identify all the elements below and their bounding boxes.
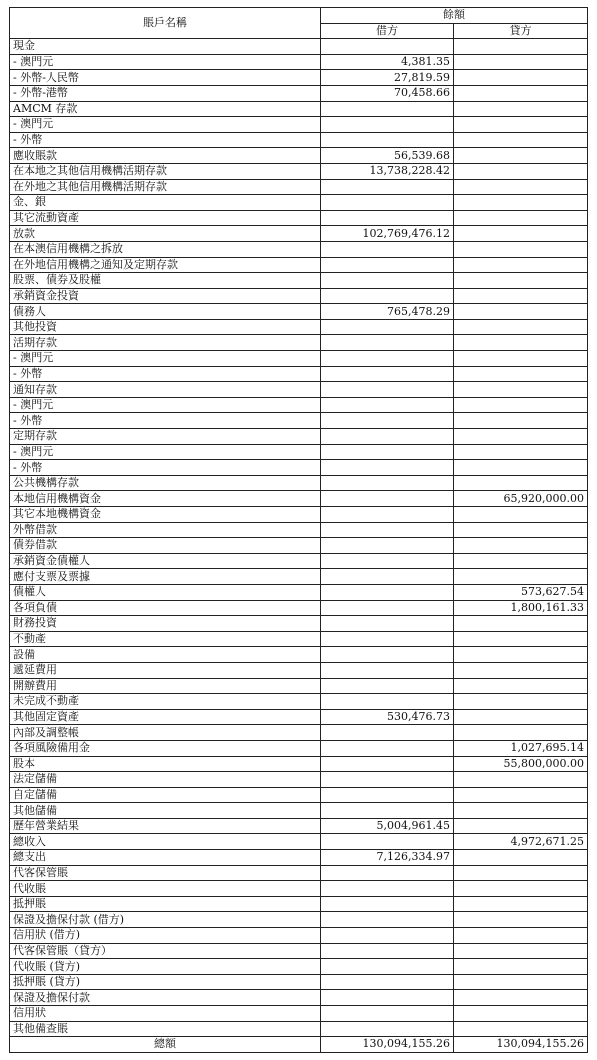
table-row (10, 538, 588, 554)
account-name-cell: 總支出 (10, 850, 321, 866)
account-name-cell: 債權人 (10, 584, 321, 600)
table-row (10, 740, 588, 756)
table-row (10, 382, 588, 398)
table-row (10, 772, 588, 788)
debit-cell (321, 475, 454, 491)
account-name-cell: - 澳門元 (10, 54, 321, 70)
debit-cell (321, 288, 454, 304)
account-name-cell: 股本 (10, 756, 321, 772)
account-name-cell: 承銷資金投資 (10, 288, 321, 304)
account-name-cell: 各項負債 (10, 600, 321, 616)
debit-cell: 13,738,228.42 (321, 163, 454, 179)
credit-cell (454, 553, 588, 569)
debit-cell (321, 507, 454, 523)
table-row (10, 974, 588, 990)
table-row (10, 584, 588, 600)
account-name-cell: - 外幣 (10, 132, 321, 148)
credit-cell (454, 959, 588, 975)
account-name-cell: 未完成不動產 (10, 694, 321, 710)
debit-cell (321, 740, 454, 756)
debit-cell (321, 569, 454, 585)
credit-cell (454, 662, 588, 678)
table-row (10, 694, 588, 710)
credit-cell (454, 928, 588, 944)
account-name-cell: - 外幣 (10, 413, 321, 429)
account-name-cell: 其他固定資產 (10, 709, 321, 725)
table-row (10, 662, 588, 678)
debit-cell: 70,458.66 (321, 85, 454, 101)
total-row (10, 1037, 588, 1053)
table-row (10, 132, 588, 148)
account-name-cell: 開辦費用 (10, 678, 321, 694)
table-row (10, 834, 588, 850)
debit-cell (321, 273, 454, 289)
table-row (10, 553, 588, 569)
credit-cell (454, 397, 588, 413)
credit-cell (454, 850, 588, 866)
table-row (10, 850, 588, 866)
credit-cell (454, 319, 588, 335)
credit-cell (454, 616, 588, 632)
credit-cell: 1,800,161.33 (454, 600, 588, 616)
table-row (10, 241, 588, 257)
account-name-cell: 不動產 (10, 631, 321, 647)
account-name-cell: 債務人 (10, 304, 321, 320)
account-name-cell: 在外地之其他信用機構活期存款 (10, 179, 321, 195)
account-name-cell: 保證及擔保付款 (10, 990, 321, 1006)
debit-cell (321, 491, 454, 507)
table-row (10, 896, 588, 912)
debit-cell (321, 538, 454, 554)
account-name-cell: 歷年營業結果 (10, 818, 321, 834)
table-row (10, 756, 588, 772)
credit-cell (454, 429, 588, 445)
account-name-cell: 金、銀 (10, 195, 321, 211)
credit-cell (454, 507, 588, 523)
credit-cell (454, 304, 588, 320)
debit-cell (321, 865, 454, 881)
table-row (10, 709, 588, 725)
debit-cell (321, 319, 454, 335)
account-name-cell: 其他備查賬 (10, 1021, 321, 1037)
account-name-cell: 在本地之其他信用機構活期存款 (10, 163, 321, 179)
credit-cell (454, 881, 588, 897)
table-row (10, 600, 588, 616)
credit-cell (454, 522, 588, 538)
debit-cell (321, 39, 454, 55)
credit-cell (454, 101, 588, 117)
credit-cell (454, 896, 588, 912)
table-row (10, 725, 588, 741)
table-row (10, 1006, 588, 1022)
debit-cell (321, 662, 454, 678)
account-name-cell: - 澳門元 (10, 397, 321, 413)
account-name-cell: 應收賬款 (10, 148, 321, 164)
table-row (10, 881, 588, 897)
debit-cell (321, 584, 454, 600)
table-row (10, 101, 588, 117)
debit-cell (321, 382, 454, 398)
ledger-body (10, 39, 588, 1037)
debit-cell (321, 132, 454, 148)
table-row (10, 70, 588, 86)
table-row (10, 631, 588, 647)
account-name-cell: 其它本地機構資金 (10, 507, 321, 523)
debit-cell (321, 912, 454, 928)
credit-cell (454, 803, 588, 819)
debit-cell (321, 335, 454, 351)
debit-cell (321, 647, 454, 663)
credit-cell (454, 257, 588, 273)
credit-cell (454, 70, 588, 86)
debit-header: 借方 (321, 23, 454, 39)
account-name-cell: 抵押賬 (10, 896, 321, 912)
credit-cell (454, 54, 588, 70)
credit-cell (454, 413, 588, 429)
table-row (10, 787, 588, 803)
credit-cell (454, 647, 588, 663)
debit-cell (321, 522, 454, 538)
account-name-cell: 各項風險備用金 (10, 740, 321, 756)
credit-cell (454, 366, 588, 382)
credit-cell (454, 39, 588, 55)
table-row (10, 444, 588, 460)
table-row (10, 351, 588, 367)
debit-cell (321, 241, 454, 257)
account-name-cell: 外幣借款 (10, 522, 321, 538)
account-name-cell: 代收賬 (10, 881, 321, 897)
table-row (10, 397, 588, 413)
account-name-cell: 遞延費用 (10, 662, 321, 678)
credit-cell (454, 787, 588, 803)
credit-cell: 573,627.54 (454, 584, 588, 600)
credit-cell (454, 148, 588, 164)
debit-cell: 530,476.73 (321, 709, 454, 725)
debit-cell (321, 990, 454, 1006)
debit-cell: 765,478.29 (321, 304, 454, 320)
debit-cell: 27,819.59 (321, 70, 454, 86)
account-name-cell: 自定儲備 (10, 787, 321, 803)
credit-cell (454, 631, 588, 647)
table-row (10, 475, 588, 491)
account-name-cell: - 澳門元 (10, 351, 321, 367)
debit-cell (321, 694, 454, 710)
debit-cell (321, 678, 454, 694)
debit-cell (321, 1006, 454, 1022)
credit-cell (454, 912, 588, 928)
account-name-cell: 代客保管賬 (10, 865, 321, 881)
table-row (10, 912, 588, 928)
account-name-cell: - 外幣-人民幣 (10, 70, 321, 86)
credit-cell (454, 210, 588, 226)
total-credit: 130,094,155.26 (454, 1037, 588, 1053)
account-name-cell: 代客保管賬（貸方） (10, 943, 321, 959)
credit-cell (454, 990, 588, 1006)
debit-cell (321, 460, 454, 476)
debit-cell: 102,769,476.12 (321, 226, 454, 242)
debit-cell (321, 803, 454, 819)
account-name-cell: 公共機構存款 (10, 475, 321, 491)
table-row (10, 179, 588, 195)
account-name-cell: 其他投資 (10, 319, 321, 335)
debit-cell (321, 756, 454, 772)
table-row (10, 959, 588, 975)
account-name-cell: 其他儲備 (10, 803, 321, 819)
table-row (10, 319, 588, 335)
debit-cell (321, 787, 454, 803)
debit-cell (321, 928, 454, 944)
table-row (10, 429, 588, 445)
credit-cell (454, 179, 588, 195)
table-row (10, 85, 588, 101)
table-row (10, 569, 588, 585)
balance-ledger-table (9, 7, 588, 1053)
debit-cell (321, 553, 454, 569)
debit-cell (321, 351, 454, 367)
table-row (10, 616, 588, 632)
table-row (10, 195, 588, 211)
table-row (10, 1021, 588, 1037)
debit-cell (321, 772, 454, 788)
credit-cell (454, 195, 588, 211)
credit-cell (454, 460, 588, 476)
credit-cell: 1,027,695.14 (454, 740, 588, 756)
account-name-cell: 放款 (10, 226, 321, 242)
debit-cell: 7,126,334.97 (321, 850, 454, 866)
table-row (10, 460, 588, 476)
table-row (10, 818, 588, 834)
debit-cell (321, 257, 454, 273)
credit-cell (454, 444, 588, 460)
total-debit: 130,094,155.26 (321, 1037, 454, 1053)
credit-cell (454, 569, 588, 585)
credit-cell (454, 725, 588, 741)
account-name-cell: 財務投資 (10, 616, 321, 632)
debit-cell (321, 616, 454, 632)
table-row (10, 304, 588, 320)
table-row (10, 226, 588, 242)
account-name-cell: 總收入 (10, 834, 321, 850)
credit-cell (454, 1006, 588, 1022)
table-row (10, 678, 588, 694)
debit-cell (321, 117, 454, 133)
table-row (10, 210, 588, 226)
credit-cell (454, 772, 588, 788)
debit-cell (321, 397, 454, 413)
table-row (10, 335, 588, 351)
table-row (10, 647, 588, 663)
credit-cell (454, 351, 588, 367)
credit-header: 貸方 (454, 23, 588, 39)
table-row (10, 491, 588, 507)
account-name-cell: 其它流動資產 (10, 210, 321, 226)
credit-cell (454, 226, 588, 242)
total-label: 總額 (10, 1037, 321, 1053)
balance-header: 餘額 (321, 8, 588, 24)
account-name-header: 賬戶名稱 (10, 8, 321, 39)
table-row (10, 507, 588, 523)
credit-cell (454, 974, 588, 990)
table-row (10, 288, 588, 304)
table-row (10, 803, 588, 819)
account-name-cell: 信用狀 (借方) (10, 928, 321, 944)
account-name-cell: 保證及擔保付款 (借方) (10, 912, 321, 928)
account-name-cell: 債券借款 (10, 538, 321, 554)
credit-cell (454, 475, 588, 491)
credit-cell (454, 117, 588, 133)
credit-cell (454, 709, 588, 725)
debit-cell: 56,539.68 (321, 148, 454, 164)
table-row (10, 54, 588, 70)
account-name-cell: 活期存款 (10, 335, 321, 351)
credit-cell (454, 694, 588, 710)
debit-cell (321, 959, 454, 975)
account-name-cell: 在外地信用機構之通知及定期存款 (10, 257, 321, 273)
debit-cell (321, 195, 454, 211)
credit-cell: 55,800,000.00 (454, 756, 588, 772)
credit-cell (454, 335, 588, 351)
credit-cell: 65,920,000.00 (454, 491, 588, 507)
table-row (10, 413, 588, 429)
account-name-cell: - 澳門元 (10, 444, 321, 460)
table-row (10, 257, 588, 273)
credit-cell (454, 678, 588, 694)
account-name-cell: 設備 (10, 647, 321, 663)
account-name-cell: 在本澳信用機構之拆放 (10, 241, 321, 257)
account-name-cell: 定期存款 (10, 429, 321, 445)
account-name-cell: 承銷資金債權人 (10, 553, 321, 569)
credit-cell (454, 163, 588, 179)
table-row (10, 117, 588, 133)
credit-cell (454, 943, 588, 959)
debit-cell (321, 881, 454, 897)
debit-cell (321, 179, 454, 195)
table-row (10, 163, 588, 179)
credit-cell (454, 1021, 588, 1037)
table-row (10, 273, 588, 289)
credit-cell (454, 818, 588, 834)
account-name-cell: 法定儲備 (10, 772, 321, 788)
table-row (10, 865, 588, 881)
account-name-cell: - 外幣 (10, 460, 321, 476)
account-name-cell: 本地信用機構資金 (10, 491, 321, 507)
debit-cell: 4,381.35 (321, 54, 454, 70)
account-name-cell: - 外幣-港幣 (10, 85, 321, 101)
table-row (10, 39, 588, 55)
debit-cell (321, 444, 454, 460)
table-row (10, 943, 588, 959)
account-name-cell: 應付支票及票據 (10, 569, 321, 585)
debit-cell: 5,004,961.45 (321, 818, 454, 834)
debit-cell (321, 210, 454, 226)
debit-cell (321, 101, 454, 117)
table-row (10, 522, 588, 538)
debit-cell (321, 1021, 454, 1037)
credit-cell (454, 382, 588, 398)
credit-cell (454, 85, 588, 101)
header-row-top (10, 8, 588, 24)
credit-cell (454, 288, 588, 304)
credit-cell (454, 132, 588, 148)
debit-cell (321, 631, 454, 647)
credit-cell: 4,972,671.25 (454, 834, 588, 850)
credit-cell (454, 865, 588, 881)
account-name-cell: 內部及調整帳 (10, 725, 321, 741)
table-row (10, 366, 588, 382)
debit-cell (321, 896, 454, 912)
debit-cell (321, 943, 454, 959)
debit-cell (321, 429, 454, 445)
account-name-cell: AMCM 存款 (10, 101, 321, 117)
table-row (10, 990, 588, 1006)
account-name-cell: - 外幣 (10, 366, 321, 382)
debit-cell (321, 725, 454, 741)
table-row (10, 928, 588, 944)
account-name-cell: 股票、債券及股權 (10, 273, 321, 289)
account-name-cell: 代收賬 (貸方) (10, 959, 321, 975)
debit-cell (321, 413, 454, 429)
credit-cell (454, 241, 588, 257)
account-name-cell: 現金 (10, 39, 321, 55)
credit-cell (454, 538, 588, 554)
table-row (10, 148, 588, 164)
account-name-cell: 抵押賬 (貸方) (10, 974, 321, 990)
account-name-cell: - 澳門元 (10, 117, 321, 133)
credit-cell (454, 273, 588, 289)
debit-cell (321, 974, 454, 990)
debit-cell (321, 600, 454, 616)
account-name-cell: 通知存款 (10, 382, 321, 398)
debit-cell (321, 834, 454, 850)
account-name-cell: 信用狀 (10, 1006, 321, 1022)
debit-cell (321, 366, 454, 382)
